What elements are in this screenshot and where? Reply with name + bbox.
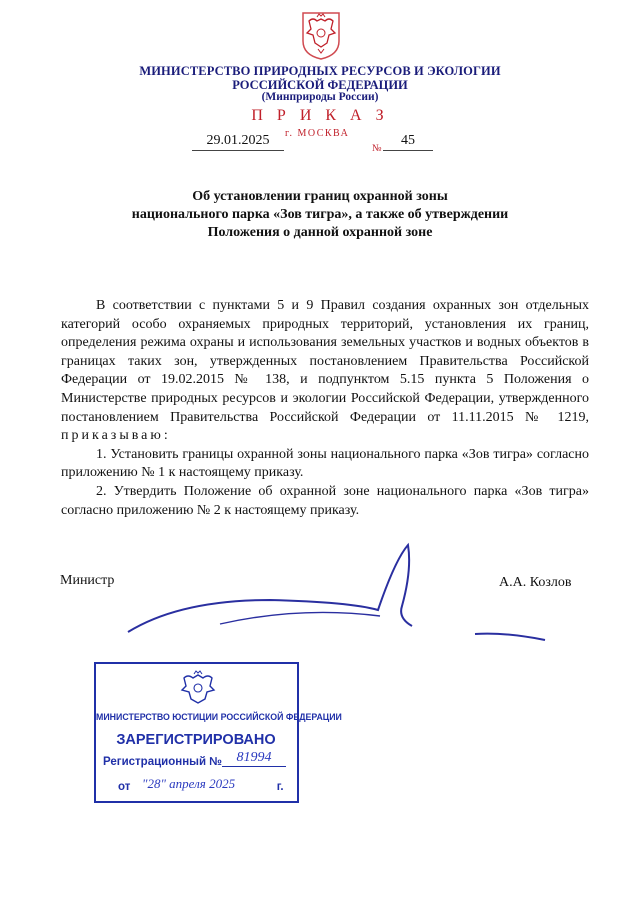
- title-line2: национального парка «Зов тигра», а также об утверждении: [131, 207, 509, 222]
- document-number: 45: [383, 133, 433, 151]
- document-type: П Р И К А З: [251, 107, 389, 124]
- stamp-reg-label: Регистрационный №: [103, 756, 223, 768]
- stamp-date-suffix: г.: [276, 781, 284, 793]
- paragraph-preamble: [61, 297, 589, 446]
- paragraph-item-2: 2. Утвердить Положение об охранной зоне национального парка «Зов тигра» согласно приложению № 2 к настоящему приказу.: [61, 483, 589, 518]
- document-title: [60, 188, 580, 242]
- coat-of-arms-icon: [301, 11, 341, 61]
- number-label: №: [372, 143, 382, 154]
- document-city: г. МОСКВА: [285, 128, 350, 139]
- stamp-ministry: МИНИСТЕРСТВО ЮСТИЦИИ РОССИЙСКОЙ ФЕДЕРАЦИИ: [96, 712, 342, 722]
- title-line3: Положения о данной охранной зоне: [207, 225, 433, 240]
- signer-position: Министр: [60, 573, 115, 588]
- stamp-reg-number: 81994: [222, 750, 286, 767]
- eagle-emblem-icon: [180, 670, 216, 706]
- stamp-date-value: "28" апреля 2025: [142, 776, 236, 791]
- signer-name: А.А. Козлов: [499, 575, 572, 590]
- order-word: приказываю:: [61, 428, 171, 444]
- preamble-text: В соответствии с пунктами 5 и 9 Правил создания охранных зон отдельных категорий особо охраняемых природных территорий, установления их границ, определения режима охраны и использования земельных участков и водных объектов в границах таких зон, утвержденных постановлением Правительства Российской Федерации от 19.02.2015 № 138, и подпунктом 5.15 пункта 5 Положения о Министерстве природных ресурсов и экологии Российской Федерации, утвержденного постановлением Правительства Российской Федерации от 11.11.2015 № 1219,: [61, 298, 589, 425]
- document-date: 29.01.2025: [192, 133, 284, 151]
- ministry-short-name: (Минприроды России): [261, 91, 379, 103]
- title-line1: Об установлении границ охранной зоны: [192, 189, 448, 204]
- handwritten-signature: [120, 540, 550, 650]
- paragraph-item-1: 1. Установить границы охранной зоны национального парка «Зов тигра» согласно приложению № 1 к настоящему приказу.: [61, 446, 589, 481]
- stamp-status: ЗАРЕГИСТРИРОВАНО: [116, 732, 276, 748]
- ministry-name-line2: РОССИЙСКОЙ ФЕДЕРАЦИИ: [232, 78, 408, 92]
- document-body: [61, 297, 589, 520]
- registration-stamp: [94, 662, 342, 803]
- stamp-date-prefix: от: [118, 781, 131, 793]
- ministry-name-line1: МИНИСТЕРСТВО ПРИРОДНЫХ РЕСУРСОВ И ЭКОЛОГИИ: [139, 64, 501, 78]
